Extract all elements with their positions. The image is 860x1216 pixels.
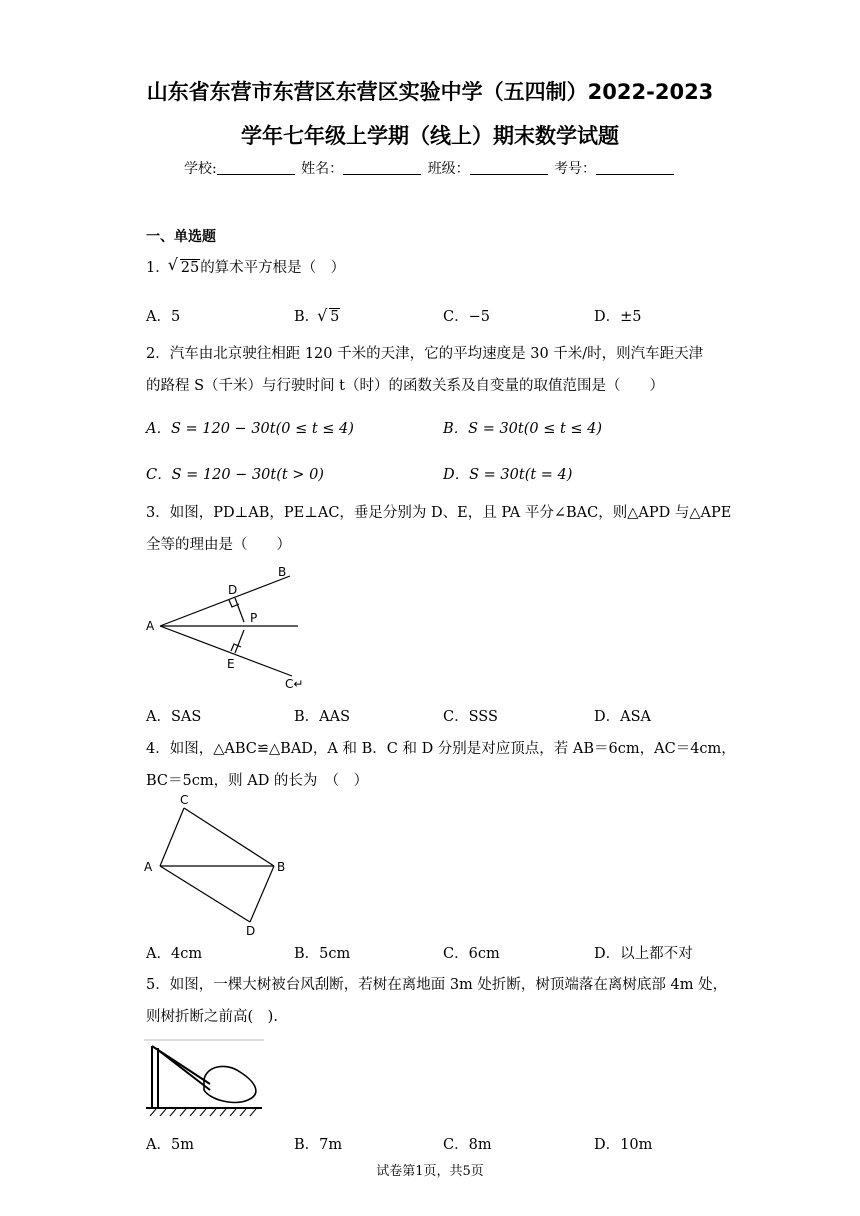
- q4-option-b: B．5cm: [294, 946, 351, 962]
- q3-label-e: E: [227, 657, 235, 671]
- q1-radicand: 25: [180, 260, 200, 276]
- q4-segment-db: [250, 866, 274, 922]
- q3-label-p: P: [250, 611, 258, 625]
- q1-text: 的算术平方根是（ ）: [200, 260, 346, 276]
- question-5-line2: 则树折断之前高( ).: [146, 1009, 278, 1025]
- q2-option-d: D．S = 30t(t = 4): [443, 467, 573, 483]
- q3-ray-ab: [160, 576, 290, 626]
- q4-label-d: D: [246, 924, 256, 938]
- school-blank: [217, 160, 295, 175]
- q1-option-b: [294, 305, 340, 326]
- question-4-line1: 4．如图，△ABC≌△BAD，A 和 B．C 和 D 分别是对应顶点，若 AB＝6cm，AC＝4cm，: [146, 741, 736, 757]
- q5-option-b: B．7m: [294, 1137, 343, 1153]
- q4-segment-ac: [160, 808, 184, 866]
- question-2-line2: 的路程 S（千米）与行驶时间 t（时）的函数关系及自变量的取值范围是（ ）: [146, 378, 664, 394]
- q3-segment-pd: [235, 598, 244, 622]
- q1-number: 1．: [146, 260, 170, 276]
- q5-ground-hatching: [150, 1109, 256, 1116]
- q3-angle-bisector-figure: [140, 560, 320, 695]
- exam-number-blank: [596, 160, 674, 175]
- q4-segment-cb: [184, 808, 274, 866]
- q1-option-d: D．±5: [594, 309, 642, 325]
- q3-option-c: C．SSS: [443, 709, 498, 725]
- q4-label-b: B: [277, 860, 286, 874]
- question-3-line2: 全等的理由是（ ）: [146, 537, 291, 553]
- q5-broken-tree-figure: [144, 1038, 266, 1118]
- q1-option-b-radicand: 5: [330, 309, 340, 325]
- q3-ray-ac: [160, 626, 292, 676]
- name-blank: [343, 160, 421, 175]
- exam-number-label: 考号：: [554, 161, 597, 177]
- question-1-stem: [146, 252, 345, 284]
- q1-sqrt-expression: [170, 252, 200, 284]
- q1-option-c: C．−5: [443, 309, 490, 325]
- q5-tree-crown: [204, 1066, 256, 1102]
- class-blank: [470, 160, 548, 175]
- q2-option-b: B．S = 30t(0 ≤ t ≤ 4): [443, 421, 603, 437]
- q1-option-a: A．5: [146, 309, 181, 325]
- q5-option-d: D．10m: [594, 1137, 653, 1153]
- q2-option-a: A．S = 120 − 30t(0 ≤ t ≤ 4): [146, 421, 354, 437]
- name-label: 姓名：: [301, 161, 344, 177]
- question-5-line1: 5．如图，一棵大树被台风刮断，若树在离地面 3m 处折断，树顶端落在离树底部 4m 处，: [146, 977, 728, 993]
- q5-option-a: A．5m: [146, 1137, 194, 1153]
- q3-label-d: D: [228, 583, 238, 597]
- q2-option-c: C．S = 120 − 30t(t > 0): [146, 467, 324, 483]
- student-info-row: [0, 158, 860, 178]
- q3-label-b: B: [278, 565, 287, 579]
- q3-segment-pe: [235, 630, 244, 653]
- question-4-line2: BC＝5cm，则 AD 的长为 （ ）: [146, 773, 369, 789]
- page-footer: 试卷第1页，共5页: [376, 1164, 484, 1179]
- question-2-line1: 2．汽车由北京驶往相距 120 千米的天津，它的平均速度是 30 千米/时，则汽车距天津: [146, 346, 704, 362]
- q3-option-b: B．AAS: [294, 709, 351, 725]
- q4-label-a: A: [144, 860, 153, 874]
- q1-option-b-sqrt: [319, 309, 340, 325]
- q4-congruent-triangles-figure: [140, 792, 300, 940]
- q4-segment-ad: [160, 866, 250, 922]
- school-label: 学校:: [183, 161, 217, 177]
- q3-label-c: C↵: [285, 677, 304, 691]
- q4-option-c: C．6cm: [443, 946, 500, 962]
- q3-label-a: A: [146, 619, 155, 633]
- q3-option-d: D．ASA: [594, 709, 652, 725]
- exam-title-line2: 学年七年级上学期（线上）期末数学试题: [241, 124, 619, 148]
- exam-title-line1: 山东省东营市东营区东营区实验中学（五四制）2022-2023: [146, 80, 714, 104]
- q5-option-c: C．8m: [443, 1137, 492, 1153]
- section-heading: 一、单选题: [146, 229, 216, 245]
- q5-fallen-top-lower: [158, 1050, 210, 1090]
- q1-option-b-prefix: B．: [294, 309, 320, 325]
- q4-option-d: D．以上都不对: [594, 946, 693, 962]
- q4-label-c: C: [180, 793, 189, 807]
- q3-option-a: A．SAS: [146, 709, 202, 725]
- class-label: 班级：: [427, 161, 470, 177]
- question-3-line1: 3．如图，PD⊥AB，PE⊥AC，垂足分别为 D、E，且 PA 平分∠BAC，则△APD 与△APE: [146, 505, 732, 521]
- q4-option-a: A．4cm: [146, 946, 203, 962]
